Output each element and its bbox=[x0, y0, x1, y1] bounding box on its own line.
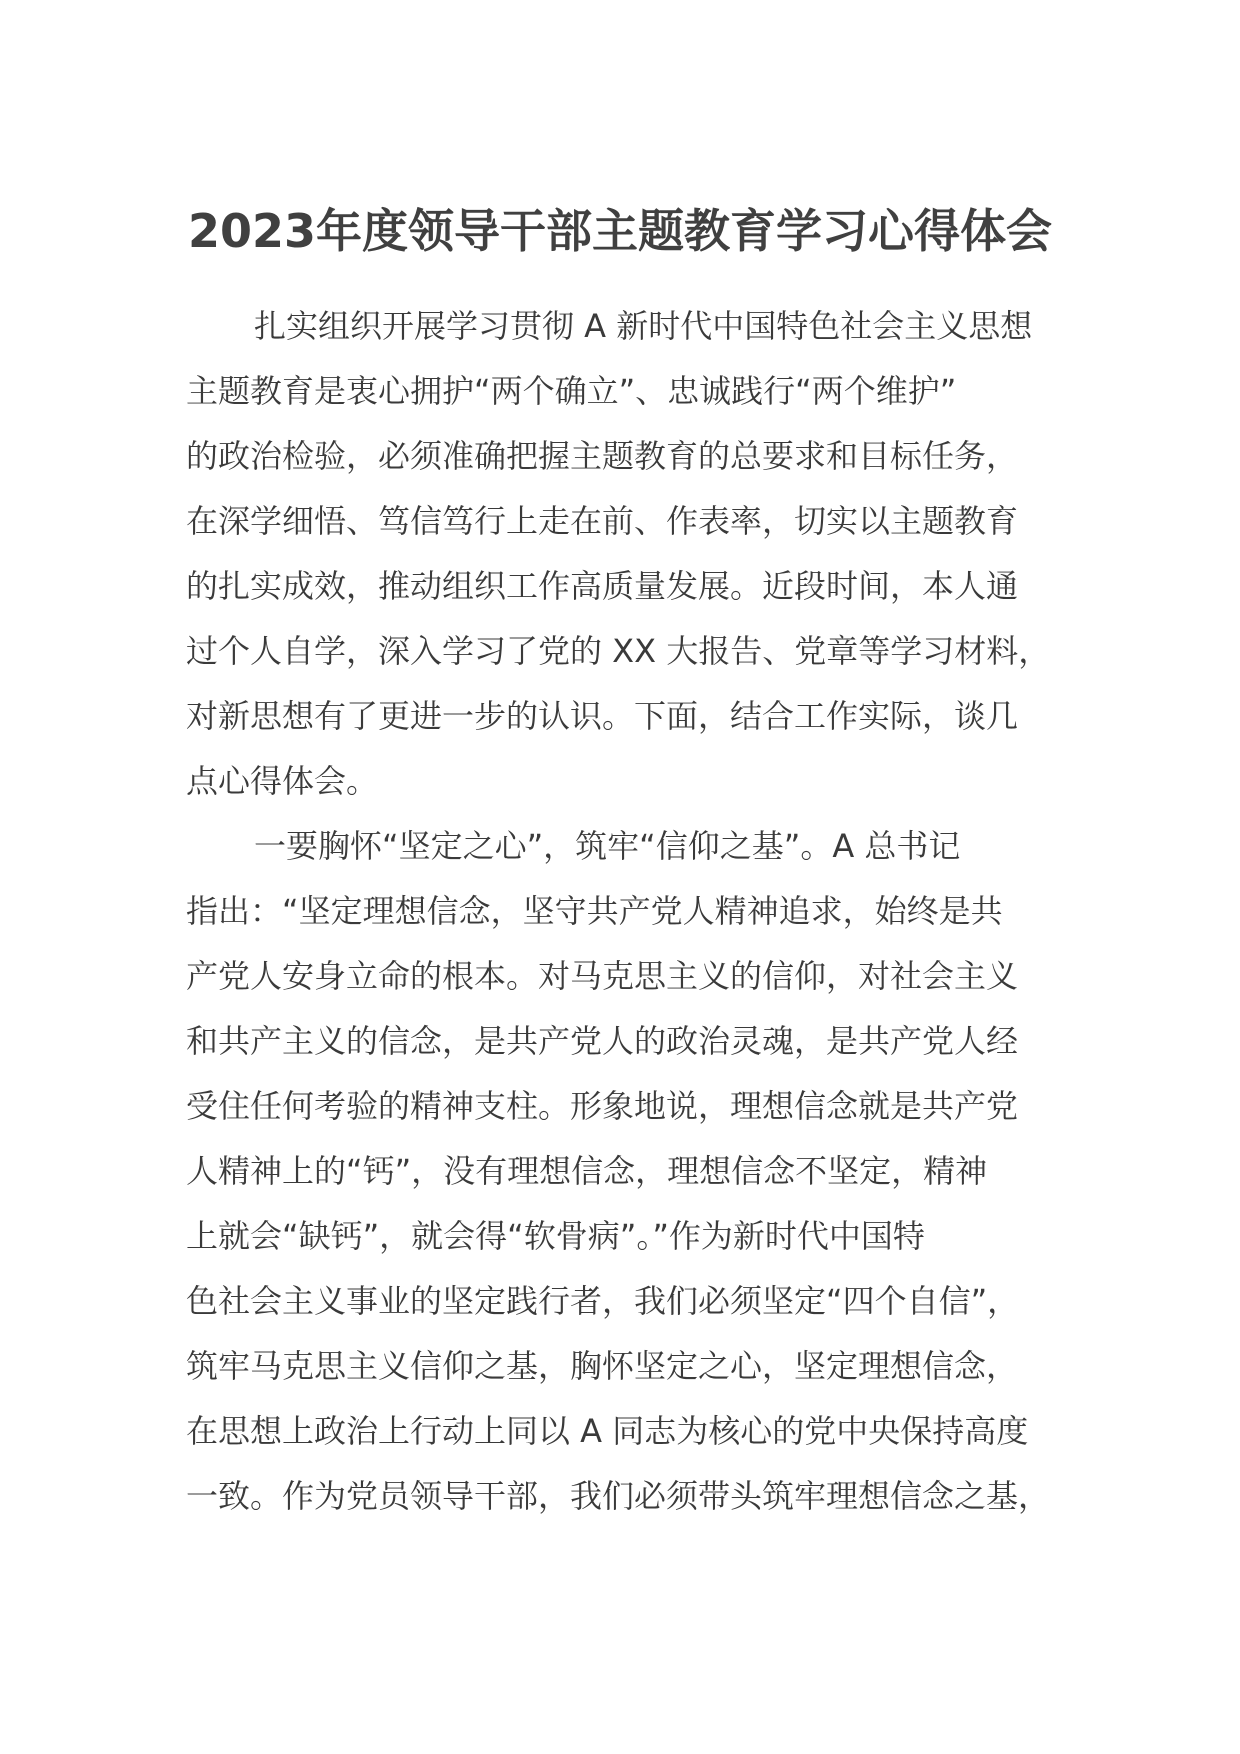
paragraph-1-line-4: 在深学细悟、笃信笃行上走在前、作表率，切实以主题教育 bbox=[186, 502, 1019, 540]
paragraph-1-line-3: 的政治检验，必须准确把握主题教育的总要求和目标任务， bbox=[186, 437, 1019, 475]
paragraph-2-line-9: 筑牢马克思主义信仰之基，胸怀坚定之心，坚定理想信念， bbox=[186, 1347, 1019, 1385]
paragraph-1-line-1: 扎实组织开展学习贯彻 A 新时代中国特色社会主义思想 bbox=[254, 307, 1033, 345]
paragraph-1-line-5: 的扎实成效，推动组织工作高质量发展。近段时间，本人通 bbox=[186, 567, 1019, 605]
paragraph-2-line-11: 一致。作为党员领导干部，我们必须带头筑牢理想信念之基， bbox=[186, 1477, 1051, 1515]
paragraph-2-line-2: 指出：“坚定理想信念，坚守共产党人精神追求，始终是共 bbox=[186, 892, 1003, 930]
paragraph-1-line-7: 对新思想有了更进一步的认识。下面，结合工作实际，谈几 bbox=[186, 697, 1019, 735]
paragraph-1-line-8: 点心得体会。 bbox=[186, 762, 379, 800]
paragraph-2-line-7: 上就会“缺钙”，就会得“软骨病”。”作为新时代中国特 bbox=[186, 1217, 925, 1255]
paragraph-2-line-8: 色社会主义事业的坚定践行者，我们必须坚定“四个自信”， bbox=[186, 1282, 1020, 1320]
paragraph-2-line-3: 产党人安身立命的根本。对马克思主义的信仰，对社会主义 bbox=[186, 957, 1019, 995]
paragraph-2-line-4: 和共产主义的信念，是共产党人的政治灵魂，是共产党人经 bbox=[186, 1022, 1019, 1060]
document-body bbox=[186, 294, 1054, 1529]
paragraph-1-line-2: 主题教育是衷心拥护“两个确立”、忠诚践行“两个维护” bbox=[186, 372, 957, 410]
document-title: 2023年度领导干部主题教育学习心得体会 bbox=[187, 204, 1053, 258]
paragraph-2-line-6: 人精神上的“钙”，没有理想信念，理想信念不坚定，精神 bbox=[186, 1152, 988, 1190]
paragraph-2-line-10: 在思想上政治上行动上同以 A 同志为核心的党中央保持高度 bbox=[186, 1412, 1029, 1450]
paragraph-1-line-6: 过个人自学，深入学习了党的 XX 大报告、党章等学习材料， bbox=[186, 632, 1051, 670]
paragraph-2-line-1: 一要胸怀“坚定之心”，筑牢“信仰之基”。A 总书记 bbox=[254, 827, 961, 865]
paragraph-2-line-5: 受住任何考验的精神支柱。形象地说，理想信念就是共产党 bbox=[186, 1087, 1019, 1125]
